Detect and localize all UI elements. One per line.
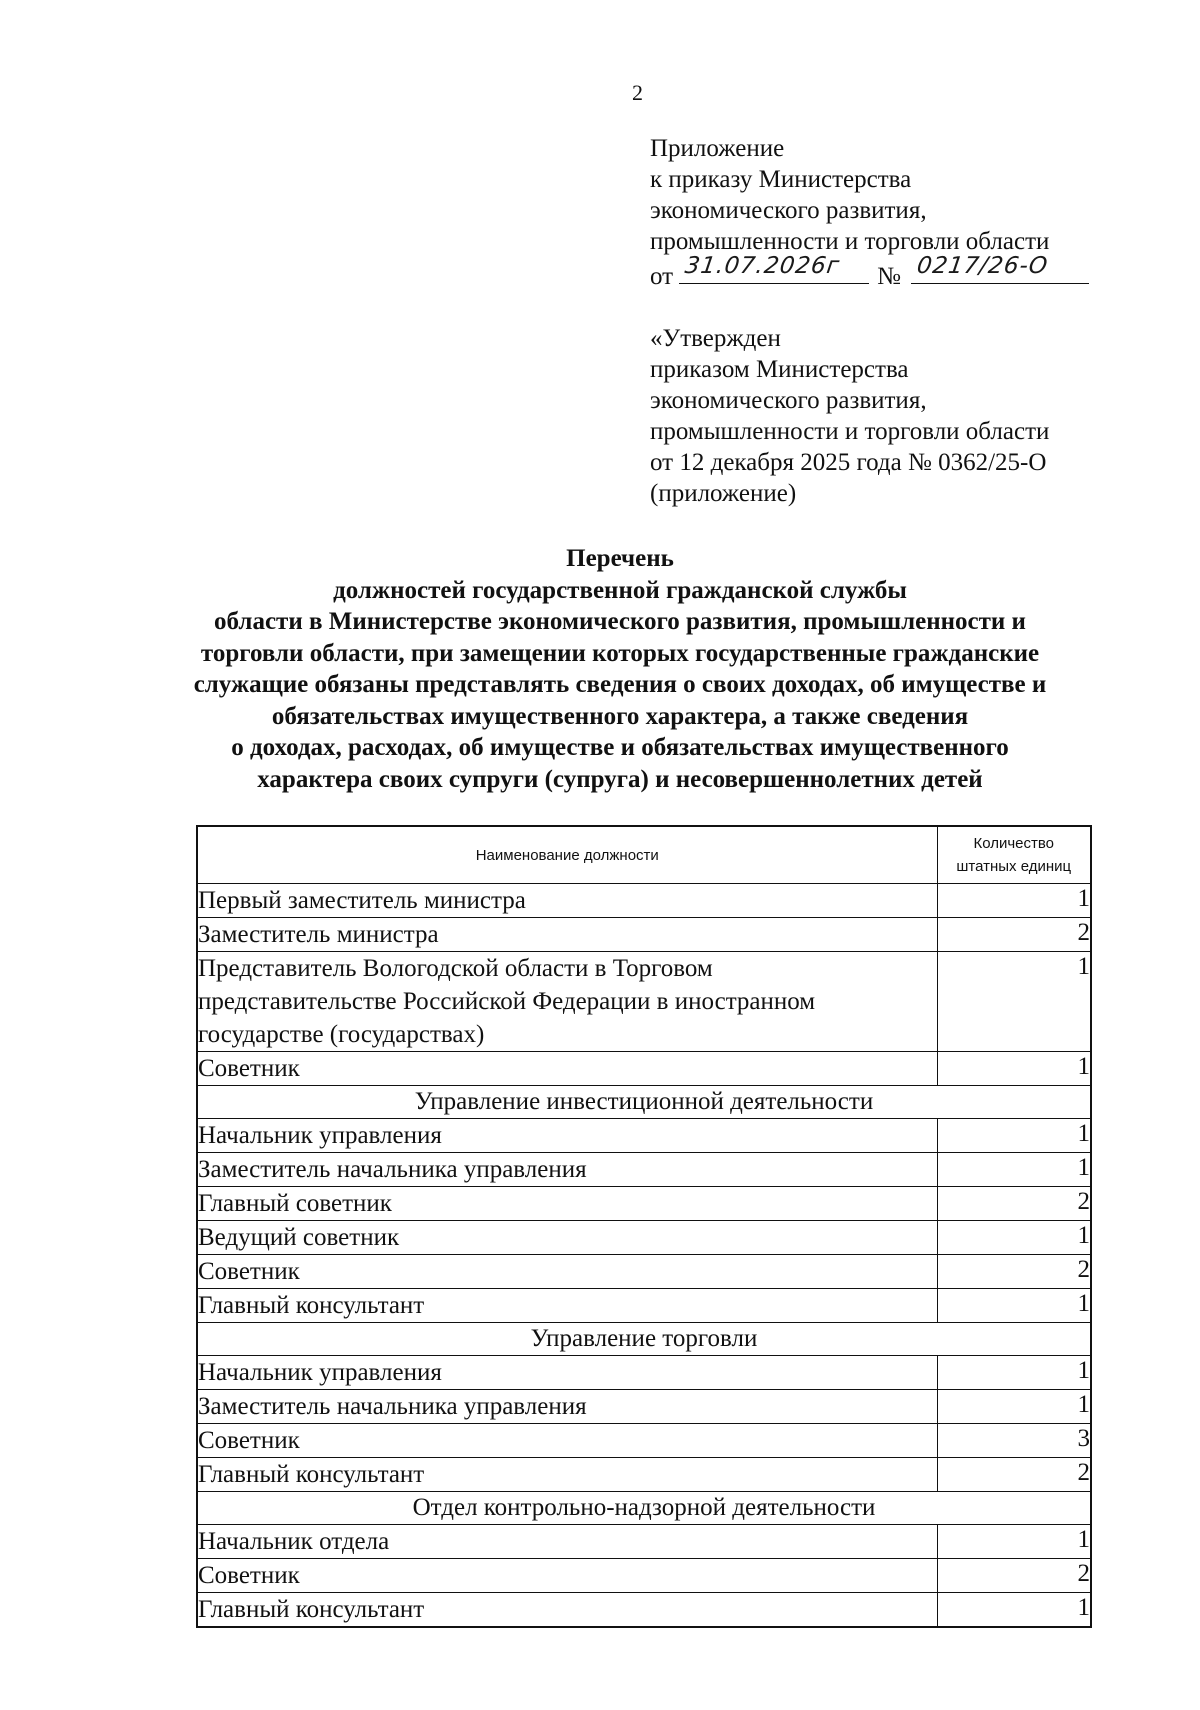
table-row: [197, 1052, 1091, 1086]
date-signature-line: [679, 253, 869, 284]
section-title: Управление инвестиционной деятельности: [197, 1086, 1091, 1119]
position-count: 1: [937, 1289, 1091, 1323]
positions-table: [196, 825, 1092, 1628]
column-header-count-line: Количество: [973, 835, 1055, 852]
section-title: Отдел контрольно-надзорной деятельности: [197, 1492, 1091, 1525]
position-name: Главный консультант: [197, 1593, 937, 1628]
title-line: области в Министерстве экономического развития, промышленности и: [214, 608, 1026, 635]
appendix-header-line: Приложение: [650, 135, 785, 162]
title-line: о доходах, расходах, об имуществе и обязательствах имущественного: [231, 734, 1009, 761]
handwritten-number: 0217/26-О: [915, 253, 1050, 279]
table-body: [197, 884, 1091, 1628]
handwritten-date: 31.07.2026г: [683, 253, 842, 279]
title-line: Перечень: [566, 545, 674, 572]
position-name: Советник: [197, 1424, 937, 1458]
title-line: должностей государственной гражданской службы: [333, 576, 907, 604]
title-line: торговли области, при замещении которых государственные гражданские: [200, 639, 1040, 667]
position-count: 3: [937, 1424, 1091, 1458]
table-row: [197, 1390, 1091, 1424]
column-header-count: [937, 826, 1091, 884]
position-count: 2: [937, 1458, 1091, 1492]
position-name: Заместитель начальника управления: [197, 1390, 937, 1424]
table-row: [197, 1424, 1091, 1458]
position-name: Советник: [197, 1052, 937, 1086]
approved-header-line: от 12 декабря 2025 года № 0362/25-О: [650, 449, 1047, 476]
position-count: 1: [937, 1593, 1091, 1628]
title-line: служащие обязаны представлять сведения о своих доходах, об имуществе и: [193, 671, 1047, 698]
approved-header: [650, 323, 1049, 509]
position-name: Первый заместитель министра: [197, 884, 937, 918]
document-title: [130, 543, 1110, 795]
table-row: [197, 1187, 1091, 1221]
position-name: Начальник управления: [197, 1356, 937, 1390]
position-name: Главный консультант: [197, 1289, 937, 1323]
position-count: 1: [937, 952, 1091, 1052]
page-number: 2: [632, 80, 643, 105]
position-name: Советник: [197, 1255, 937, 1289]
table-row: [197, 1593, 1091, 1628]
table-row: [197, 1221, 1091, 1255]
table-row: [197, 1119, 1091, 1153]
position-count: 1: [937, 1390, 1091, 1424]
section-row: [197, 1323, 1091, 1356]
approved-header-line: приказом Министерства: [650, 356, 909, 383]
position-count: 2: [937, 1187, 1091, 1221]
position-name-line: представительстве Российской Федерации в иностранном: [198, 988, 816, 1015]
position-count: 2: [937, 918, 1091, 952]
date-prefix: от: [650, 263, 674, 290]
number-prefix: №: [877, 263, 901, 290]
table-row: [197, 1289, 1091, 1323]
position-name: Начальник отдела: [197, 1525, 937, 1559]
position-count: 1: [937, 1153, 1091, 1187]
position-count: 1: [937, 1052, 1091, 1086]
position-count: 2: [937, 1559, 1091, 1593]
table-row: [197, 1458, 1091, 1492]
position-name: Заместитель министра: [197, 918, 937, 952]
section-title: Управление торговли: [197, 1323, 1091, 1356]
approved-header-line: промышленности и торговли области: [650, 418, 1050, 445]
table-row: [197, 1153, 1091, 1187]
table-header-row: [197, 826, 1091, 884]
approved-header-line: экономического развития,: [650, 387, 927, 414]
position-name: Главный консультант: [197, 1458, 937, 1492]
appendix-header-line: экономического развития,: [650, 197, 927, 224]
position-name: Начальник управления: [197, 1119, 937, 1153]
table-row: [197, 952, 1091, 1052]
position-name: Ведущий советник: [197, 1221, 937, 1255]
position-count: 1: [937, 1525, 1091, 1559]
column-header-count-line: штатных единиц: [956, 858, 1072, 875]
table-row: [197, 1525, 1091, 1559]
number-signature-line: [911, 253, 1089, 284]
appendix-header-line: к приказу Министерства: [650, 166, 912, 193]
column-header-position: Наименование должности: [197, 826, 937, 884]
table-row: [197, 1356, 1091, 1390]
title-line: характера своих супруги (супруга) и несовершеннолетних детей: [257, 765, 983, 793]
section-row: [197, 1086, 1091, 1119]
position-count: 1: [937, 1221, 1091, 1255]
position-name-line: государстве (государствах): [198, 1021, 485, 1048]
appendix-header-line: промышленности и торговли области: [650, 228, 1050, 255]
position-name: Заместитель начальника управления: [197, 1153, 937, 1187]
section-row: [197, 1492, 1091, 1525]
position-count: 1: [937, 1356, 1091, 1390]
position-count: 1: [937, 1119, 1091, 1153]
approved-header-line: (приложение): [650, 480, 797, 507]
position-name: Советник: [197, 1559, 937, 1593]
approved-header-line: «Утвержден: [650, 325, 781, 352]
position-count: 2: [937, 1255, 1091, 1289]
position-name-line: Представитель Вологодской области в Торговом: [198, 955, 713, 982]
appendix-header: [650, 133, 1089, 292]
position-count: 1: [937, 884, 1091, 918]
table-row: [197, 1255, 1091, 1289]
title-line: обязательствах имущественного характера, а также сведения: [271, 702, 969, 730]
table-row: [197, 918, 1091, 952]
order-date-number-line: [650, 253, 1089, 292]
table-row: [197, 1559, 1091, 1593]
position-name: Главный советник: [197, 1187, 937, 1221]
table-row: [197, 884, 1091, 918]
position-name: [197, 952, 937, 1052]
